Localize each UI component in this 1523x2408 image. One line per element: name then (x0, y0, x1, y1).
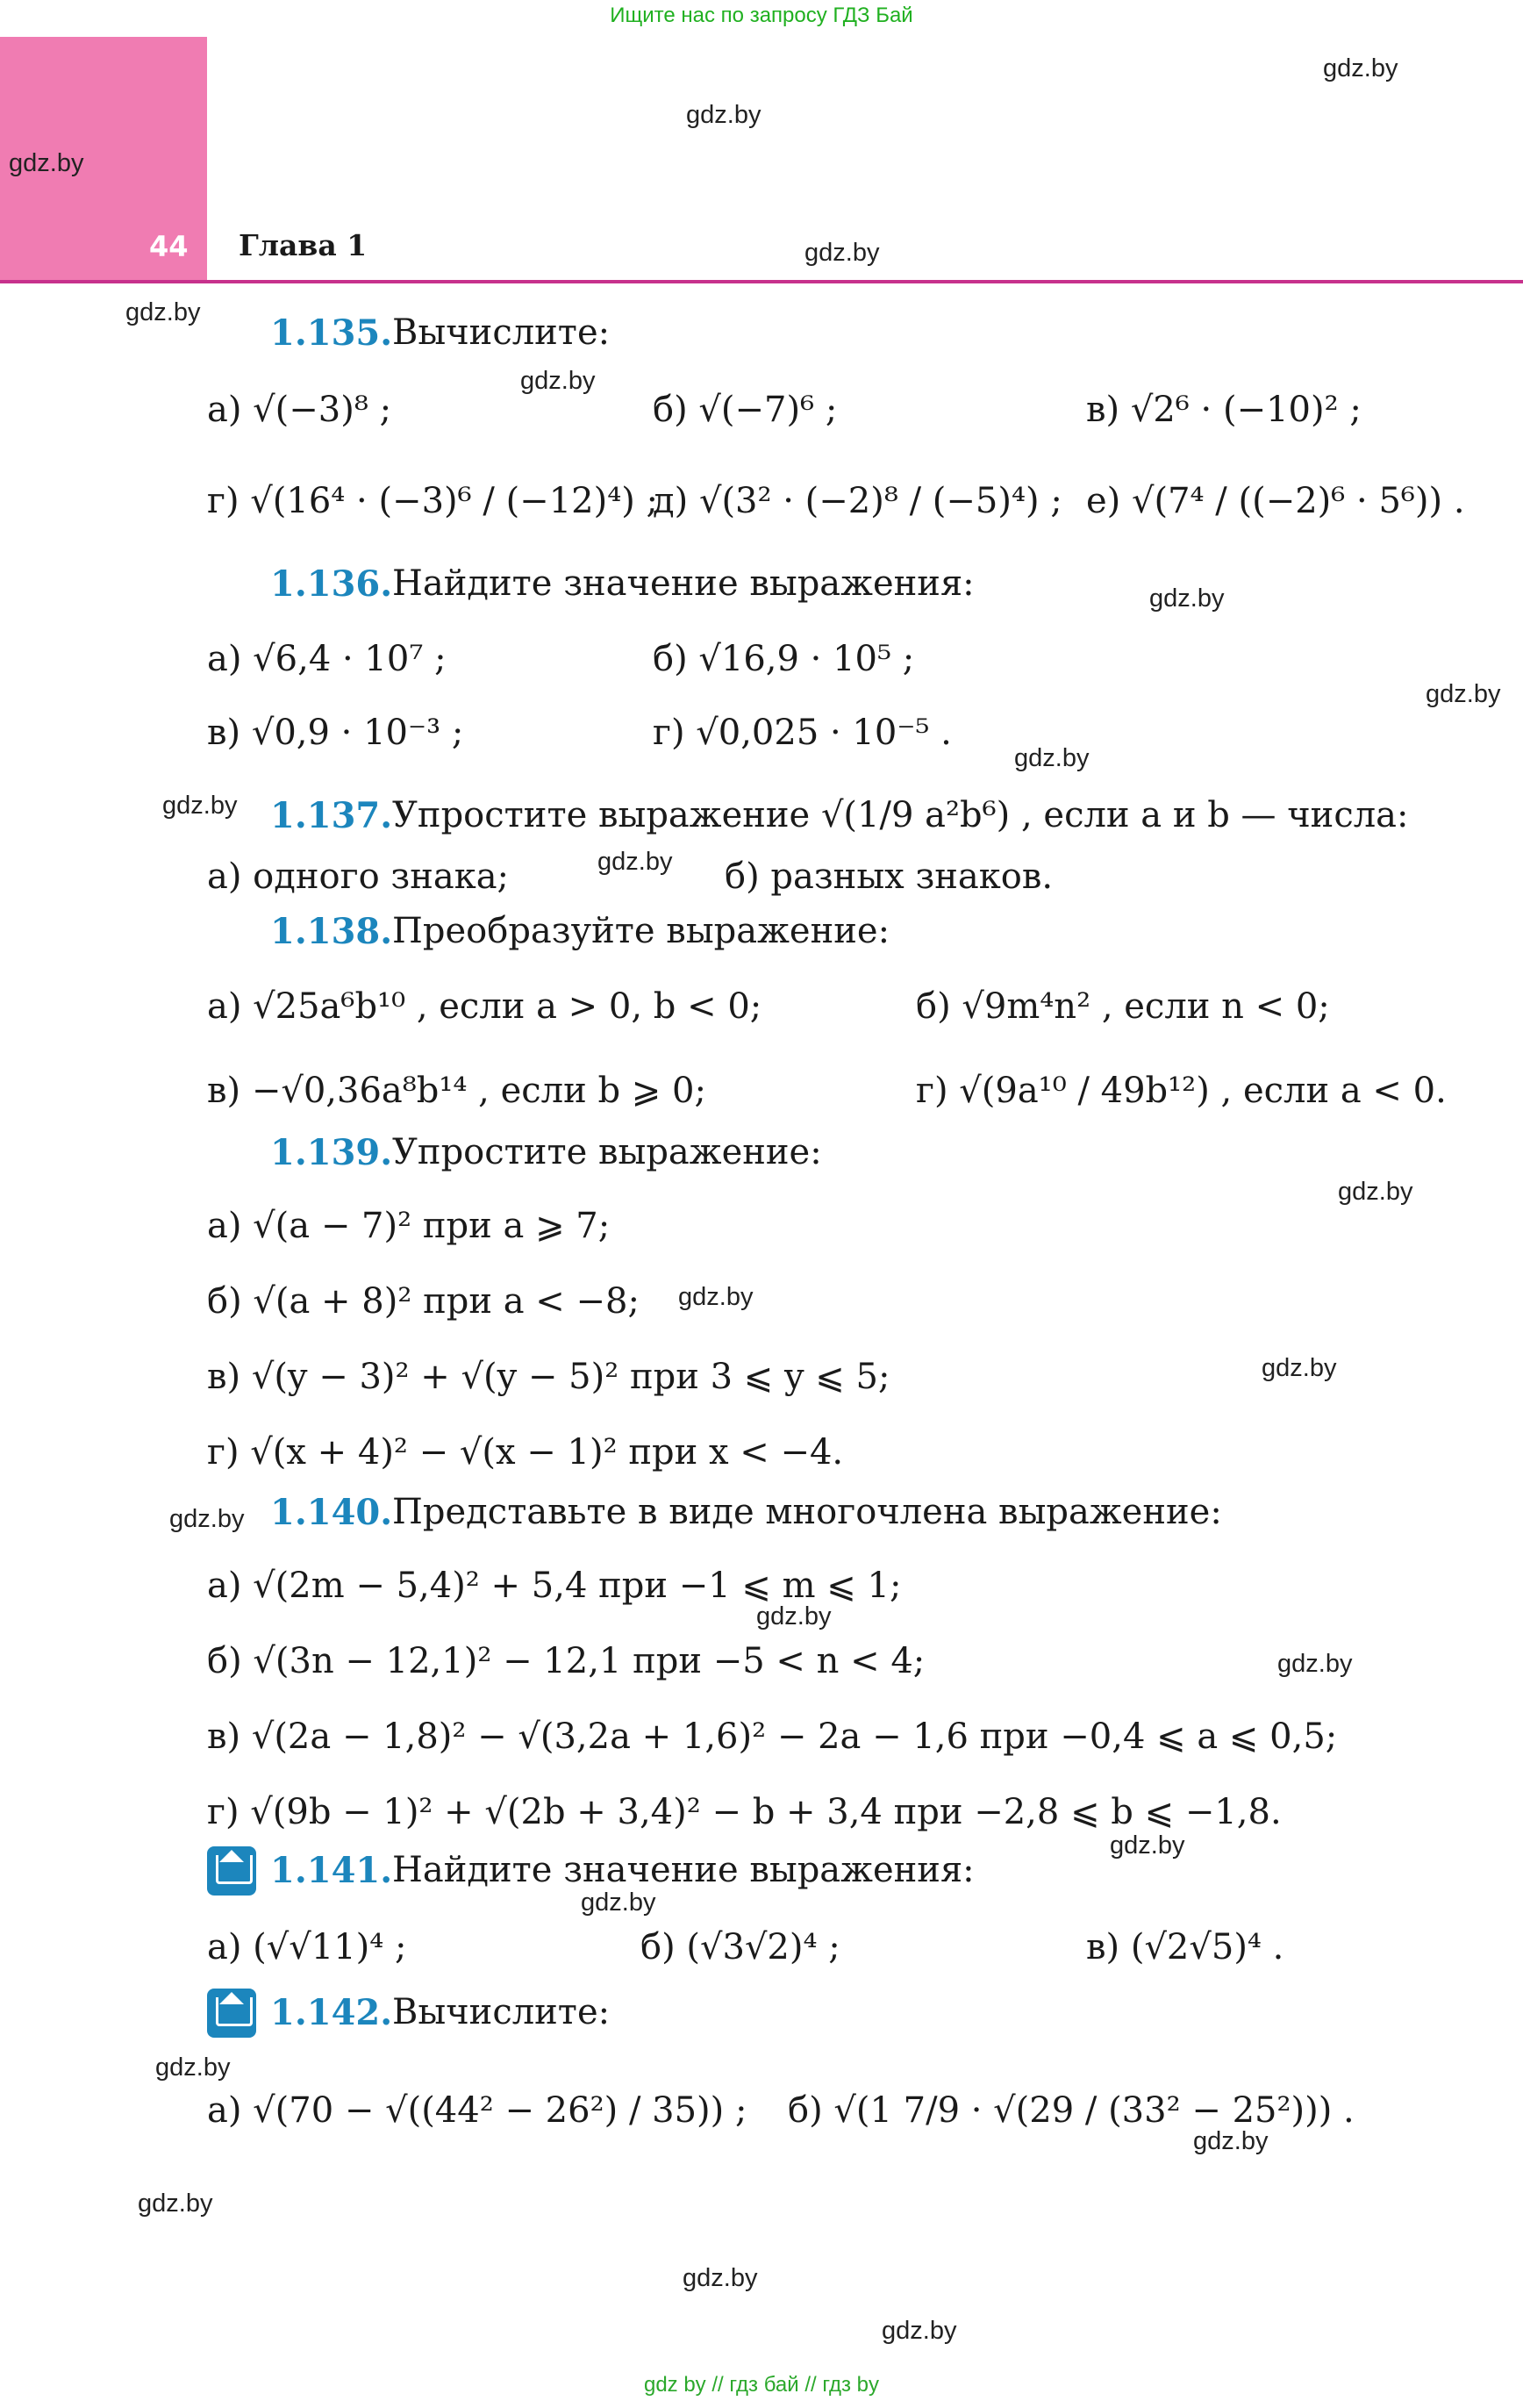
watermark: gdz.by (1338, 1178, 1413, 1206)
watermark: gdz.by (1262, 1354, 1337, 1382)
exercise-title: Упростите выражение: (392, 1132, 822, 1172)
exercise-title: Найдите значение выражения: (392, 563, 975, 604)
exercise-item: д) √(3² · (−2)⁸ / (−5)⁴) ; (653, 481, 1062, 521)
exercise-number: 1.138. (270, 911, 393, 952)
exercise-title: Представьте в виде многочлена выражение: (392, 1492, 1222, 1532)
watermark: gdz.by (756, 1602, 832, 1630)
watermark: gdz.by (169, 1505, 245, 1533)
exercise-number: 1.142. (270, 1992, 393, 2033)
exercise-item: а) √25a⁶b¹⁰ , если a > 0, b < 0; (207, 986, 762, 1027)
exercise-number: 1.137. (270, 795, 393, 836)
watermark: gdz.by (155, 2053, 231, 2082)
exercise-item: а) √(2m − 5,4)² + 5,4 при −1 ⩽ m ⩽ 1; (207, 1566, 902, 1606)
exercise-item: г) √0,025 · 10⁻⁵ . (653, 713, 952, 753)
exercise-item: в) √(y − 3)² + √(y − 5)² при 3 ⩽ y ⩽ 5; (207, 1357, 890, 1397)
exercise-item: в) √(2a − 1,8)² − √(3,2a + 1,6)² − 2a − 1,6 при −0,4 ⩽ a ⩽ 0,5; (207, 1716, 1338, 1757)
watermark: gdz.by (1277, 1650, 1353, 1678)
exercise-item: в) (√2√5)⁴ . (1086, 1927, 1284, 1967)
exercise-item: б) (√3√2)⁴ ; (640, 1927, 840, 1967)
exercise-item: г) √(9a¹⁰ / 49b¹²) , если a < 0. (916, 1071, 1447, 1111)
exercise-item: а) одного знака; (207, 856, 510, 897)
exercise-item: б) √16,9 · 10⁵ ; (653, 639, 915, 679)
exercise-item: г) √(16⁴ · (−3)⁶ / (−12)⁴) ; (207, 481, 659, 521)
header-rule (0, 280, 1523, 283)
exercise-title: Преобразуйте выражение: (392, 911, 890, 951)
exercise-item: в) −√0,36a⁸b¹⁴ , если b ⩾ 0; (207, 1071, 706, 1111)
watermark: gdz.by (678, 1283, 754, 1311)
exercise-title: Найдите значение выражения: (392, 1850, 975, 1890)
home-icon (207, 1846, 256, 1896)
exercise-number: 1.135. (270, 312, 393, 354)
exercise-title: Упростите выражение √(1/9 a²b⁶) , если a и b — числа: (392, 795, 1409, 835)
exercise-number: 1.139. (270, 1132, 393, 1173)
page-number: 44 (149, 230, 189, 263)
watermark: gdz.by (162, 792, 238, 820)
exercise-item: в) √2⁶ · (−10)² ; (1086, 390, 1362, 430)
exercise-item: б) √(a + 8)² при a < −8; (207, 1281, 640, 1322)
exercise-item: а) √(−3)⁸ ; (207, 390, 392, 430)
watermark: gdz.by (804, 239, 880, 267)
exercise-item: е) √(7⁴ / ((−2)⁶ · 5⁶)) . (1086, 481, 1465, 521)
watermark: gdz.by (581, 1888, 656, 1917)
top-banner: Ищите нас по запросу ГДЗ Бай (610, 4, 913, 27)
chapter-title: Глава 1 (239, 228, 368, 262)
exercise-item: г) √(x + 4)² − √(x − 1)² при x < −4. (207, 1432, 844, 1473)
watermark: gdz.by (1149, 584, 1225, 613)
watermark: gdz.by (1110, 1831, 1185, 1860)
footer-links: gdz by // гдз бай // гдз by (643, 2373, 880, 2397)
watermark: gdz.by (1193, 2127, 1269, 2155)
exercise-item: г) √(9b − 1)² + √(2b + 3,4)² − b + 3,4 при −2,8 ⩽ b ⩽ −1,8. (207, 1792, 1282, 1832)
exercise-number: 1.136. (270, 563, 393, 605)
watermark: gdz.by (597, 848, 673, 876)
exercise-number: 1.140. (270, 1492, 393, 1533)
exercise-item: б) √(−7)⁶ ; (653, 390, 838, 430)
exercise-item: б) √(3n − 12,1)² − 12,1 при −5 < n < 4; (207, 1641, 926, 1681)
watermark: gdz.by (138, 2189, 213, 2218)
exercise-item: б) √9m⁴n² , если n < 0; (916, 986, 1330, 1027)
watermark: gdz.by (9, 149, 84, 177)
exercise-item: б) разных знаков. (725, 856, 1054, 897)
watermark: gdz.by (1323, 54, 1398, 82)
watermark: gdz.by (1426, 680, 1501, 708)
home-icon (207, 1989, 256, 2038)
exercise-item: в) √0,9 · 10⁻³ ; (207, 713, 464, 753)
watermark: gdz.by (520, 367, 596, 395)
exercise-title: Вычислите: (392, 312, 611, 353)
watermark: gdz.by (686, 101, 762, 129)
exercise-item: а) √(a − 7)² при a ⩾ 7; (207, 1206, 611, 1246)
exercise-item: б) √(1 7/9 · √(29 / (33² − 25²))) . (788, 2090, 1355, 2131)
watermark: gdz.by (1014, 744, 1090, 772)
exercise-item: а) √6,4 · 10⁷ ; (207, 639, 447, 679)
watermark: gdz.by (882, 2317, 957, 2345)
watermark: gdz.by (683, 2264, 758, 2292)
exercise-title: Вычислите: (392, 1992, 611, 2032)
exercise-item: а) (√√11)⁴ ; (207, 1927, 407, 1967)
watermark: gdz.by (125, 298, 201, 326)
exercise-number: 1.141. (270, 1850, 393, 1891)
exercise-item: а) √(70 − √((44² − 26²) / 35)) ; (207, 2090, 747, 2131)
